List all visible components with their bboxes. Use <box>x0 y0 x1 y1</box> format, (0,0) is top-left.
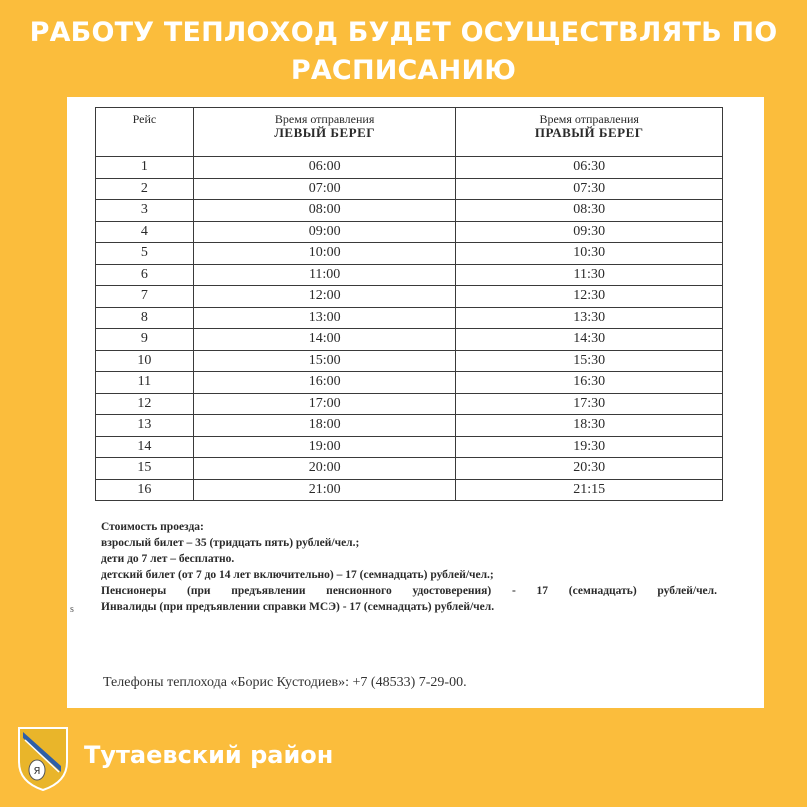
trip-number-cell: 2 <box>96 178 194 200</box>
table-row <box>96 479 723 501</box>
right-bank-time-cell: 20:30 <box>456 458 723 480</box>
right-bank-time-cell: 07:30 <box>456 178 723 200</box>
left-bank-time-cell: 15:00 <box>193 350 456 372</box>
left-bank-time-cell: 07:00 <box>193 178 456 200</box>
left-bank-time-cell: 21:00 <box>193 479 456 501</box>
table-row <box>96 436 723 458</box>
right-bank-time-cell: 17:30 <box>456 393 723 415</box>
header-trip: Рейс <box>96 108 194 157</box>
right-bank-time-cell: 10:30 <box>456 243 723 265</box>
table-row <box>96 157 723 179</box>
coat-of-arms-icon <box>17 726 69 792</box>
table-row <box>96 307 723 329</box>
fares-block <box>101 519 717 615</box>
table-row <box>96 415 723 437</box>
fares-title: Стоимость проезда: <box>101 521 204 533</box>
table-row <box>96 329 723 351</box>
trip-number-cell: 3 <box>96 200 194 222</box>
trip-number-cell: 9 <box>96 329 194 351</box>
trip-number-cell: 1 <box>96 157 194 179</box>
trip-number-cell: 10 <box>96 350 194 372</box>
left-bank-time-cell: 12:00 <box>193 286 456 308</box>
trip-number-cell: 12 <box>96 393 194 415</box>
left-bank-time-cell: 10:00 <box>193 243 456 265</box>
schedule-table <box>95 107 723 501</box>
left-bank-time-cell: 18:00 <box>193 415 456 437</box>
table-row <box>96 178 723 200</box>
left-bank-time-cell: 20:00 <box>193 458 456 480</box>
right-bank-time-cell: 16:30 <box>456 372 723 394</box>
trip-number-cell: 5 <box>96 243 194 265</box>
table-row <box>96 221 723 243</box>
table-header-row <box>96 108 723 157</box>
fare-adult: взрослый билет – 35 (тридцать пять) рублей/чел.; <box>101 537 360 549</box>
trip-number-cell: 14 <box>96 436 194 458</box>
trip-number-cell: 16 <box>96 479 194 501</box>
left-bank-time-cell: 17:00 <box>193 393 456 415</box>
table-row <box>96 243 723 265</box>
table-row <box>96 200 723 222</box>
trip-number-cell: 11 <box>96 372 194 394</box>
right-bank-time-cell: 15:30 <box>456 350 723 372</box>
right-bank-time-cell: 08:30 <box>456 200 723 222</box>
table-row <box>96 350 723 372</box>
left-bank-time-cell: 08:00 <box>193 200 456 222</box>
left-bank-time-cell: 11:00 <box>193 264 456 286</box>
left-bank-time-cell: 09:00 <box>193 221 456 243</box>
headline-line-1: РАБОТУ ТЕПЛОХОД БУДЕТ ОСУЩЕСТВЛЯТЬ ПО <box>29 17 778 48</box>
trip-number-cell: 13 <box>96 415 194 437</box>
schedule-document <box>67 97 764 708</box>
left-bank-time-cell: 06:00 <box>193 157 456 179</box>
table-row <box>96 458 723 480</box>
trip-number-cell: 7 <box>96 286 194 308</box>
right-bank-time-cell: 12:30 <box>456 286 723 308</box>
header-right-bank: Время отправления ПРАВЫЙ БЕРЕГ <box>456 108 723 157</box>
header-left-bank: Время отправления ЛЕВЫЙ БЕРЕГ <box>193 108 456 157</box>
scan-mark: s <box>70 604 74 615</box>
phone-line: Телефоны теплохода «Борис Кустодиев»: +7 (48533) 7-29-00. <box>103 675 467 690</box>
fare-kids-free: дети до 7 лет – бесплатно. <box>101 553 235 565</box>
trip-number-cell: 15 <box>96 458 194 480</box>
right-bank-time-cell: 21:15 <box>456 479 723 501</box>
headline-line-2: РАСПИСАНИЮ <box>290 55 517 86</box>
page-headline <box>0 14 807 90</box>
left-bank-time-cell: 16:00 <box>193 372 456 394</box>
fare-child: детский билет (от 7 до 14 лет включительно) – 17 (семнадцать) рублей/чел.; <box>101 569 494 581</box>
svg-text:Я: Я <box>33 766 41 777</box>
district-name: Тутаевский район <box>84 741 334 769</box>
right-bank-time-cell: 09:30 <box>456 221 723 243</box>
left-bank-time-cell: 13:00 <box>193 307 456 329</box>
table-row <box>96 264 723 286</box>
trip-number-cell: 4 <box>96 221 194 243</box>
table-row <box>96 286 723 308</box>
fare-pensioners: Пенсионеры (при предъявлении пенсионного удостоверения) - 17 (семнадцать) рублей/чел. <box>101 585 717 597</box>
table-row <box>96 372 723 394</box>
table-row <box>96 393 723 415</box>
right-bank-time-cell: 18:30 <box>456 415 723 437</box>
trip-number-cell: 8 <box>96 307 194 329</box>
left-bank-time-cell: 19:00 <box>193 436 456 458</box>
right-bank-time-cell: 06:30 <box>456 157 723 179</box>
right-bank-time-cell: 13:30 <box>456 307 723 329</box>
fare-disabled: Инвалиды (при предъявлении справки МСЭ) - 17 (семнадцать) рублей/чел. <box>101 601 495 613</box>
right-bank-time-cell: 14:30 <box>456 329 723 351</box>
trip-number-cell: 6 <box>96 264 194 286</box>
right-bank-time-cell: 19:30 <box>456 436 723 458</box>
left-bank-time-cell: 14:00 <box>193 329 456 351</box>
right-bank-time-cell: 11:30 <box>456 264 723 286</box>
